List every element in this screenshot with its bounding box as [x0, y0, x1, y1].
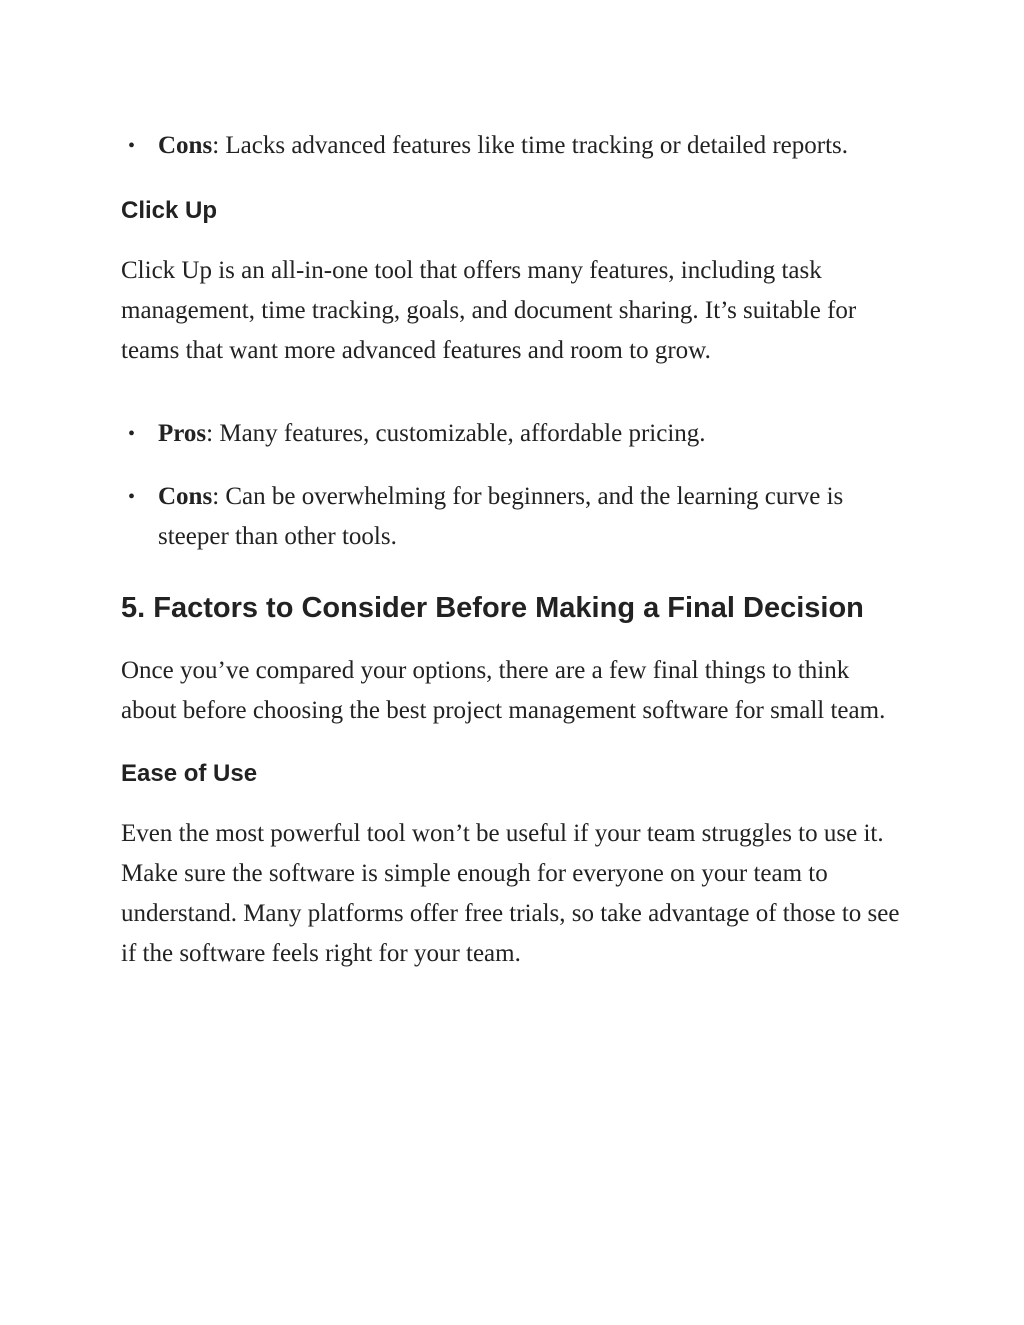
- clickup-bullet-list: [121, 414, 911, 557]
- clickup-paragraph: Click Up is an all-in-one tool that offers many features, including task management, time tracking, goals, and document sharing. It’s suitable for teams that want more advanced features and room to grow.: [121, 257, 857, 364]
- list-item-text: : Many features, customizable, affordable pricing.: [206, 420, 706, 447]
- list-item-term: Pros: [158, 420, 207, 447]
- section-intro-paragraph: Once you’ve compared your options, there are a few final things to think about before choosing the best project management software for small team.: [121, 657, 886, 724]
- list-item-text: : Lacks advanced features like time tracking or detailed reports.: [212, 132, 849, 159]
- bullet-icon: •: [128, 135, 136, 157]
- bullet-icon: •: [128, 423, 136, 445]
- clickup-heading: Click Up: [121, 197, 218, 224]
- ease-of-use-heading: Ease of Use: [121, 760, 258, 787]
- bullet-icon: •: [128, 486, 136, 508]
- top-bullet-list: [121, 126, 911, 166]
- section-heading: 5. Factors to Consider Before Making a Final Decision: [121, 592, 864, 624]
- list-item-cons: [121, 126, 911, 166]
- list-item-cons: [121, 477, 911, 557]
- list-item-pros: [121, 414, 911, 454]
- document-page: [121, 126, 911, 974]
- list-item-text: : Can be overwhelming for beginners, and the learning curve is steeper than other tools.: [158, 483, 844, 550]
- ease-of-use-paragraph: Even the most powerful tool won’t be useful if your team struggles to use it. Make sure the software is simple enough for everyone on your team to understand. Many platforms offer free trials, so take advantage of those to see if the software feels right for your team.: [121, 820, 900, 967]
- list-item-term: Cons: [158, 132, 213, 159]
- list-item-term: Cons: [158, 483, 213, 510]
